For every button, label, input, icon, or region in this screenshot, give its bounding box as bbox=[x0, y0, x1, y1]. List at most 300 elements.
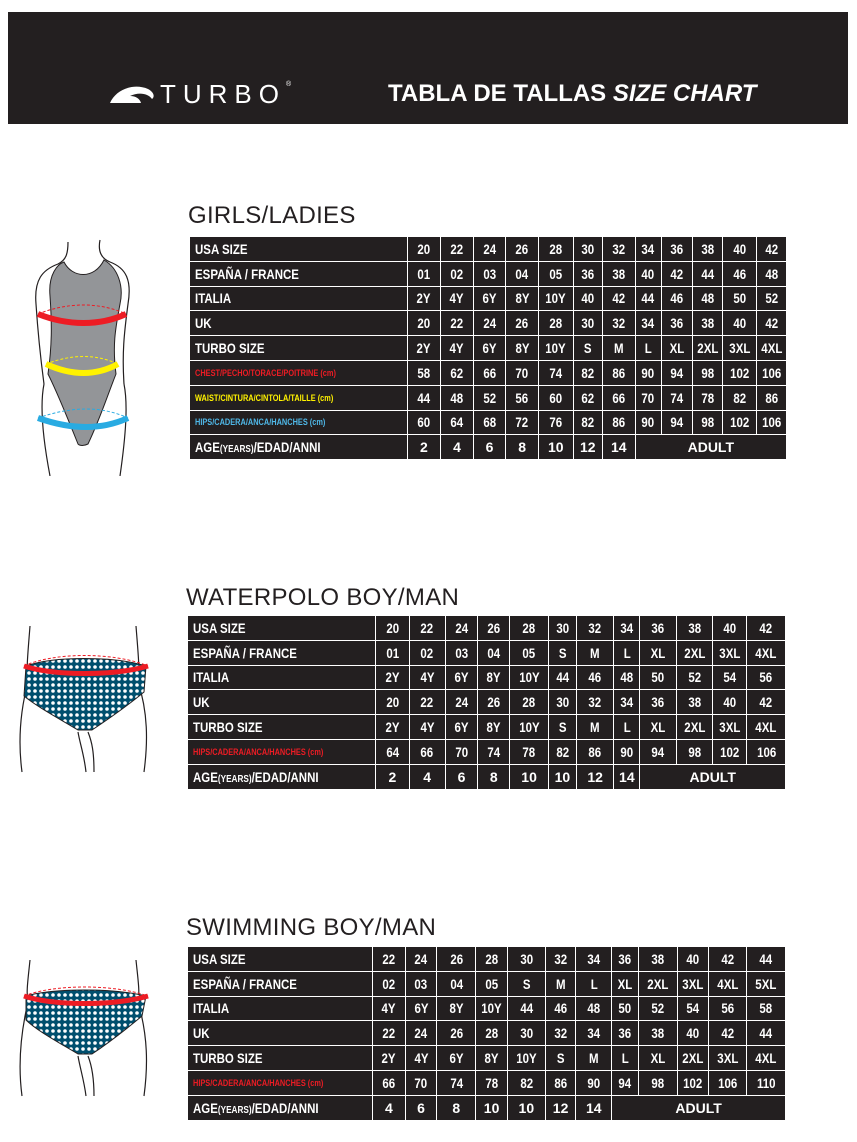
size-value: 01 bbox=[417, 265, 431, 282]
age-cell: 12 bbox=[545, 1095, 576, 1120]
row-label-text: TURBO SIZE bbox=[193, 1050, 263, 1067]
row-label bbox=[190, 336, 408, 361]
age-label-a: AGE bbox=[193, 768, 218, 785]
size-cell bbox=[677, 1046, 709, 1071]
age-cell: 10 bbox=[507, 1095, 545, 1120]
swimming-brief-figure bbox=[14, 956, 154, 1108]
size-value: 34 bbox=[620, 619, 634, 636]
row-label-text: CHEST/PECHO/TORACE/POITRINE (cm) bbox=[195, 367, 336, 378]
size-cell bbox=[757, 336, 787, 361]
page-title bbox=[388, 80, 756, 108]
size-value: L bbox=[623, 719, 631, 736]
age-cell: 6 bbox=[445, 764, 477, 789]
size-cell bbox=[510, 690, 548, 715]
size-cell bbox=[441, 385, 474, 410]
size-value: 28 bbox=[485, 1025, 498, 1042]
table-row bbox=[190, 385, 787, 410]
size-value: 58 bbox=[759, 1000, 773, 1017]
size-cell bbox=[713, 640, 747, 665]
size-cell bbox=[573, 261, 602, 286]
size-value: 20 bbox=[385, 619, 399, 636]
size-cell bbox=[473, 385, 506, 410]
size-value: 2XL bbox=[682, 1050, 704, 1067]
size-cell bbox=[603, 336, 636, 361]
size-cell bbox=[478, 616, 510, 641]
size-value: 6Y bbox=[454, 669, 469, 686]
size-value: XL bbox=[650, 644, 666, 661]
size-cell bbox=[603, 286, 636, 311]
size-value: 10Y bbox=[545, 340, 566, 357]
age-cell: 4 bbox=[441, 435, 474, 460]
size-cell bbox=[757, 311, 787, 336]
size-value: 44 bbox=[759, 950, 773, 967]
table-row-age bbox=[188, 764, 786, 789]
row-label bbox=[188, 665, 376, 690]
size-cell bbox=[747, 640, 786, 665]
row-label-text: ITALIA bbox=[193, 669, 230, 686]
row-label-text: HIPS/CADERA/ANCA/HANCHES (cm) bbox=[195, 417, 326, 428]
size-value: 82 bbox=[555, 743, 569, 760]
size-value: 28 bbox=[485, 950, 498, 967]
size-value: 40 bbox=[733, 315, 747, 332]
size-cell bbox=[405, 1021, 437, 1046]
row-label bbox=[188, 996, 373, 1021]
waterpolo-brief-figure bbox=[14, 622, 154, 774]
table-row bbox=[190, 261, 787, 286]
size-cell bbox=[538, 261, 573, 286]
size-cell bbox=[548, 640, 576, 665]
age-label-b: (YEARS) bbox=[219, 444, 254, 456]
size-value: 72 bbox=[515, 414, 529, 431]
size-value: 44 bbox=[519, 1000, 533, 1017]
size-cell bbox=[603, 261, 636, 286]
size-cell bbox=[441, 237, 474, 262]
size-value: 24 bbox=[414, 950, 428, 967]
table-row bbox=[188, 1070, 786, 1095]
size-value: 82 bbox=[581, 364, 595, 381]
size-value: 32 bbox=[588, 619, 602, 636]
size-value: 26 bbox=[515, 315, 529, 332]
size-value: 36 bbox=[670, 240, 684, 257]
size-cell bbox=[573, 286, 602, 311]
size-value: M bbox=[555, 975, 566, 992]
age-label-b: (YEARS) bbox=[217, 773, 252, 785]
size-value: 03 bbox=[455, 644, 468, 661]
row-label-age bbox=[188, 764, 376, 789]
size-value: 26 bbox=[487, 619, 501, 636]
row-label bbox=[190, 311, 408, 336]
size-value: 30 bbox=[519, 950, 533, 967]
size-cell bbox=[747, 739, 786, 764]
size-value: 44 bbox=[417, 389, 431, 406]
size-cell bbox=[576, 1070, 612, 1095]
size-value: 70 bbox=[641, 389, 655, 406]
age-adult-cell: ADULT bbox=[612, 1095, 786, 1120]
size-value: 52 bbox=[688, 669, 701, 686]
header-banner bbox=[8, 12, 848, 124]
size-value: 34 bbox=[641, 315, 655, 332]
table-row bbox=[188, 739, 786, 764]
size-value: 90 bbox=[620, 743, 634, 760]
size-value: 8Y bbox=[484, 1050, 499, 1067]
size-cell bbox=[612, 1021, 639, 1046]
size-cell bbox=[510, 665, 548, 690]
age-cell: 14 bbox=[576, 1095, 612, 1120]
size-value: 86 bbox=[765, 389, 779, 406]
size-cell bbox=[635, 410, 661, 435]
size-cell bbox=[722, 237, 757, 262]
size-cell bbox=[722, 311, 757, 336]
row-label-text: HIPS/CADERA/ANCA/HANCHES (cm) bbox=[193, 1077, 324, 1088]
size-value: M bbox=[590, 644, 600, 661]
size-cell bbox=[747, 971, 786, 996]
row-label bbox=[188, 690, 376, 715]
size-value: 42 bbox=[765, 315, 779, 332]
size-value: 38 bbox=[688, 694, 701, 711]
turbo-logo bbox=[108, 74, 291, 114]
size-cell bbox=[507, 1021, 545, 1046]
age-label-a: AGE bbox=[195, 439, 220, 456]
size-value: 40 bbox=[723, 619, 737, 636]
size-value: 04 bbox=[487, 644, 501, 661]
size-value: 52 bbox=[765, 290, 779, 307]
size-value: 8Y bbox=[486, 719, 501, 736]
size-cell bbox=[441, 336, 474, 361]
size-value: 74 bbox=[670, 389, 684, 406]
size-cell bbox=[573, 410, 602, 435]
size-value: 40 bbox=[686, 950, 700, 967]
row-label bbox=[190, 385, 408, 410]
size-cell bbox=[437, 996, 476, 1021]
age-adult-cell: ADULT bbox=[635, 435, 786, 460]
size-cell bbox=[407, 410, 441, 435]
table-row bbox=[188, 996, 786, 1021]
size-value: 6Y bbox=[414, 1000, 429, 1017]
size-value: 32 bbox=[612, 240, 626, 257]
row-label bbox=[188, 947, 373, 972]
section-title-swimming: SWIMMING BOY/MAN bbox=[186, 914, 437, 941]
size-cell bbox=[747, 1021, 786, 1046]
size-value: 3XL bbox=[719, 719, 741, 736]
size-value: 42 bbox=[765, 240, 779, 257]
size-value: 01 bbox=[385, 644, 399, 661]
size-value: 32 bbox=[612, 315, 626, 332]
size-cell bbox=[376, 715, 409, 740]
size-cell bbox=[722, 410, 757, 435]
table-row bbox=[188, 665, 786, 690]
size-cell bbox=[693, 385, 722, 410]
size-cell bbox=[635, 261, 661, 286]
size-value: 20 bbox=[417, 240, 431, 257]
size-value: 94 bbox=[670, 364, 684, 381]
size-cell bbox=[747, 996, 786, 1021]
size-cell bbox=[757, 410, 787, 435]
size-value: 44 bbox=[555, 669, 569, 686]
table-row bbox=[190, 311, 787, 336]
size-value: XL bbox=[650, 719, 666, 736]
size-cell bbox=[612, 996, 639, 1021]
size-value: 90 bbox=[641, 414, 655, 431]
size-cell bbox=[473, 311, 506, 336]
size-cell bbox=[373, 1021, 406, 1046]
size-value: 64 bbox=[385, 743, 399, 760]
title-english: SIZE CHART bbox=[612, 80, 757, 107]
size-value: 30 bbox=[519, 1025, 533, 1042]
size-cell bbox=[506, 336, 539, 361]
size-value: 90 bbox=[587, 1074, 601, 1091]
section-title-girls-ladies: GIRLS/LADIES bbox=[188, 202, 356, 229]
size-cell bbox=[476, 996, 508, 1021]
size-value: 24 bbox=[414, 1025, 428, 1042]
size-cell bbox=[722, 385, 757, 410]
size-cell bbox=[476, 1021, 508, 1046]
size-cell bbox=[576, 947, 612, 972]
size-value: 78 bbox=[522, 743, 536, 760]
size-value: 94 bbox=[651, 743, 665, 760]
size-value: 42 bbox=[670, 265, 684, 282]
size-value: 102 bbox=[683, 1074, 703, 1091]
size-cell bbox=[576, 665, 613, 690]
size-cell bbox=[506, 385, 539, 410]
size-cell bbox=[473, 410, 506, 435]
size-value: 2Y bbox=[385, 669, 400, 686]
size-value: 106 bbox=[756, 743, 776, 760]
size-cell bbox=[661, 410, 693, 435]
row-label bbox=[190, 286, 408, 311]
swimsuit-measurement-figure bbox=[28, 234, 138, 476]
size-cell bbox=[635, 385, 661, 410]
size-cell bbox=[693, 410, 722, 435]
row-label-text: TURBO SIZE bbox=[193, 719, 263, 736]
age-cell: 12 bbox=[573, 435, 602, 460]
age-cell: 4 bbox=[373, 1095, 406, 1120]
size-cell bbox=[757, 385, 787, 410]
size-value: 32 bbox=[554, 1025, 567, 1042]
row-label bbox=[190, 360, 408, 385]
size-value: 42 bbox=[759, 694, 773, 711]
size-cell bbox=[506, 237, 539, 262]
size-cell bbox=[373, 971, 406, 996]
size-value: 54 bbox=[686, 1000, 700, 1017]
size-value: 2XL bbox=[647, 975, 669, 992]
size-value: XL bbox=[650, 1050, 665, 1067]
size-value: 50 bbox=[618, 1000, 632, 1017]
size-value: 03 bbox=[483, 265, 496, 282]
age-cell: 4 bbox=[409, 764, 445, 789]
size-value: 58 bbox=[417, 364, 431, 381]
size-cell bbox=[573, 360, 602, 385]
size-value: 76 bbox=[549, 414, 563, 431]
size-value: 22 bbox=[420, 694, 434, 711]
size-value: 4XL bbox=[755, 644, 777, 661]
age-cell: 10 bbox=[548, 764, 576, 789]
size-value: 38 bbox=[651, 950, 665, 967]
size-cell bbox=[545, 1070, 576, 1095]
size-cell bbox=[576, 971, 612, 996]
size-cell bbox=[635, 336, 661, 361]
size-value: S bbox=[583, 340, 592, 357]
size-cell bbox=[638, 996, 677, 1021]
size-value: 4XL bbox=[755, 719, 777, 736]
size-cell bbox=[545, 996, 576, 1021]
size-cell bbox=[476, 971, 508, 996]
age-cell: 10 bbox=[538, 435, 573, 460]
size-cell bbox=[603, 237, 636, 262]
size-cell bbox=[538, 237, 573, 262]
size-cell bbox=[445, 739, 477, 764]
size-cell bbox=[476, 1046, 508, 1071]
size-cell bbox=[478, 690, 510, 715]
size-value: M bbox=[590, 719, 600, 736]
size-value: 36 bbox=[651, 694, 665, 711]
size-value: S bbox=[558, 644, 567, 661]
size-cell bbox=[635, 311, 661, 336]
size-value: XL bbox=[617, 975, 633, 992]
size-cell bbox=[603, 360, 636, 385]
size-cell bbox=[373, 996, 406, 1021]
size-cell bbox=[538, 410, 573, 435]
row-label-text: USA SIZE bbox=[193, 950, 246, 967]
size-cell bbox=[614, 690, 640, 715]
size-value: 05 bbox=[549, 265, 563, 282]
size-value: 74 bbox=[487, 743, 501, 760]
table-row bbox=[188, 947, 786, 972]
size-value: 8Y bbox=[486, 669, 501, 686]
size-value: 54 bbox=[723, 669, 737, 686]
size-cell bbox=[661, 237, 693, 262]
size-cell bbox=[405, 1046, 437, 1071]
size-value: 64 bbox=[450, 414, 464, 431]
size-cell bbox=[661, 385, 693, 410]
table-row bbox=[188, 640, 786, 665]
size-cell bbox=[614, 616, 640, 641]
size-value: 05 bbox=[485, 975, 498, 992]
size-cell bbox=[506, 286, 539, 311]
size-cell bbox=[476, 1070, 508, 1095]
size-cell bbox=[507, 996, 545, 1021]
size-cell bbox=[612, 1046, 639, 1071]
size-cell bbox=[661, 336, 693, 361]
size-cell bbox=[445, 616, 477, 641]
size-value: 03 bbox=[414, 975, 428, 992]
size-cell bbox=[573, 385, 602, 410]
size-cell bbox=[476, 947, 508, 972]
size-cell bbox=[538, 286, 573, 311]
size-value: 24 bbox=[455, 694, 468, 711]
size-value: S bbox=[522, 975, 531, 992]
size-value: 3XL bbox=[729, 340, 751, 357]
size-cell bbox=[441, 261, 474, 286]
size-cell bbox=[445, 690, 477, 715]
size-cell bbox=[576, 996, 612, 1021]
size-cell bbox=[407, 311, 441, 336]
size-cell bbox=[507, 947, 545, 972]
size-value: 38 bbox=[651, 1025, 665, 1042]
size-cell bbox=[576, 640, 613, 665]
size-cell bbox=[661, 286, 693, 311]
size-cell bbox=[747, 947, 786, 972]
size-value: 86 bbox=[612, 414, 626, 431]
size-value: L bbox=[644, 340, 652, 357]
size-value: 8Y bbox=[449, 1000, 464, 1017]
size-cell bbox=[676, 690, 712, 715]
row-label bbox=[190, 261, 408, 286]
size-cell bbox=[409, 665, 445, 690]
size-value: 94 bbox=[670, 414, 684, 431]
size-value: 44 bbox=[759, 1025, 773, 1042]
size-value: M bbox=[614, 340, 624, 357]
size-value: 2Y bbox=[381, 1050, 396, 1067]
size-cell bbox=[693, 336, 722, 361]
size-value: 42 bbox=[721, 950, 735, 967]
size-value: 102 bbox=[730, 414, 750, 431]
size-value: 2Y bbox=[416, 340, 431, 357]
size-cell bbox=[676, 616, 712, 641]
size-value: 70 bbox=[414, 1074, 428, 1091]
size-cell bbox=[409, 690, 445, 715]
size-value: 42 bbox=[759, 619, 773, 636]
size-cell bbox=[713, 690, 747, 715]
size-value: 82 bbox=[733, 389, 747, 406]
table-row bbox=[190, 360, 787, 385]
size-cell bbox=[661, 261, 693, 286]
size-cell bbox=[507, 971, 545, 996]
size-value: 2Y bbox=[416, 290, 431, 307]
size-value: 106 bbox=[718, 1074, 738, 1091]
size-cell bbox=[538, 385, 573, 410]
size-value: 94 bbox=[618, 1074, 632, 1091]
row-label-text: ESPAÑA / FRANCE bbox=[193, 975, 297, 992]
size-cell bbox=[747, 690, 786, 715]
size-value: 26 bbox=[449, 950, 463, 967]
size-cell bbox=[405, 1070, 437, 1095]
size-cell bbox=[576, 690, 613, 715]
size-value: 34 bbox=[620, 694, 634, 711]
size-value: 02 bbox=[382, 975, 396, 992]
size-value: 56 bbox=[721, 1000, 735, 1017]
size-cell bbox=[373, 947, 406, 972]
age-cell: 14 bbox=[614, 764, 640, 789]
age-label-c: /EDAD/ANNI bbox=[251, 768, 319, 785]
table-row bbox=[190, 237, 787, 262]
size-cell bbox=[407, 286, 441, 311]
age-cell: 6 bbox=[473, 435, 506, 460]
size-value: 32 bbox=[554, 950, 567, 967]
size-value: 40 bbox=[733, 240, 747, 257]
section-title-waterpolo: WATERPOLO BOY/MAN bbox=[186, 584, 460, 611]
size-cell bbox=[545, 971, 576, 996]
size-value: 60 bbox=[549, 389, 563, 406]
size-value: 10Y bbox=[516, 1050, 537, 1067]
size-value: 110 bbox=[756, 1074, 776, 1091]
size-cell bbox=[747, 1070, 786, 1095]
size-value: 66 bbox=[420, 743, 434, 760]
row-label bbox=[188, 640, 376, 665]
age-cell: 2 bbox=[407, 435, 441, 460]
size-cell bbox=[445, 715, 477, 740]
size-cell bbox=[757, 286, 787, 311]
age-label-b: (YEARS) bbox=[217, 1104, 252, 1116]
size-value: 90 bbox=[641, 364, 655, 381]
size-cell bbox=[407, 336, 441, 361]
size-cell bbox=[478, 715, 510, 740]
size-cell bbox=[376, 690, 409, 715]
size-value: 52 bbox=[483, 389, 496, 406]
size-cell bbox=[576, 1021, 612, 1046]
size-value: 3XL bbox=[719, 644, 741, 661]
row-label-text: ITALIA bbox=[193, 1000, 230, 1017]
row-label bbox=[188, 715, 376, 740]
